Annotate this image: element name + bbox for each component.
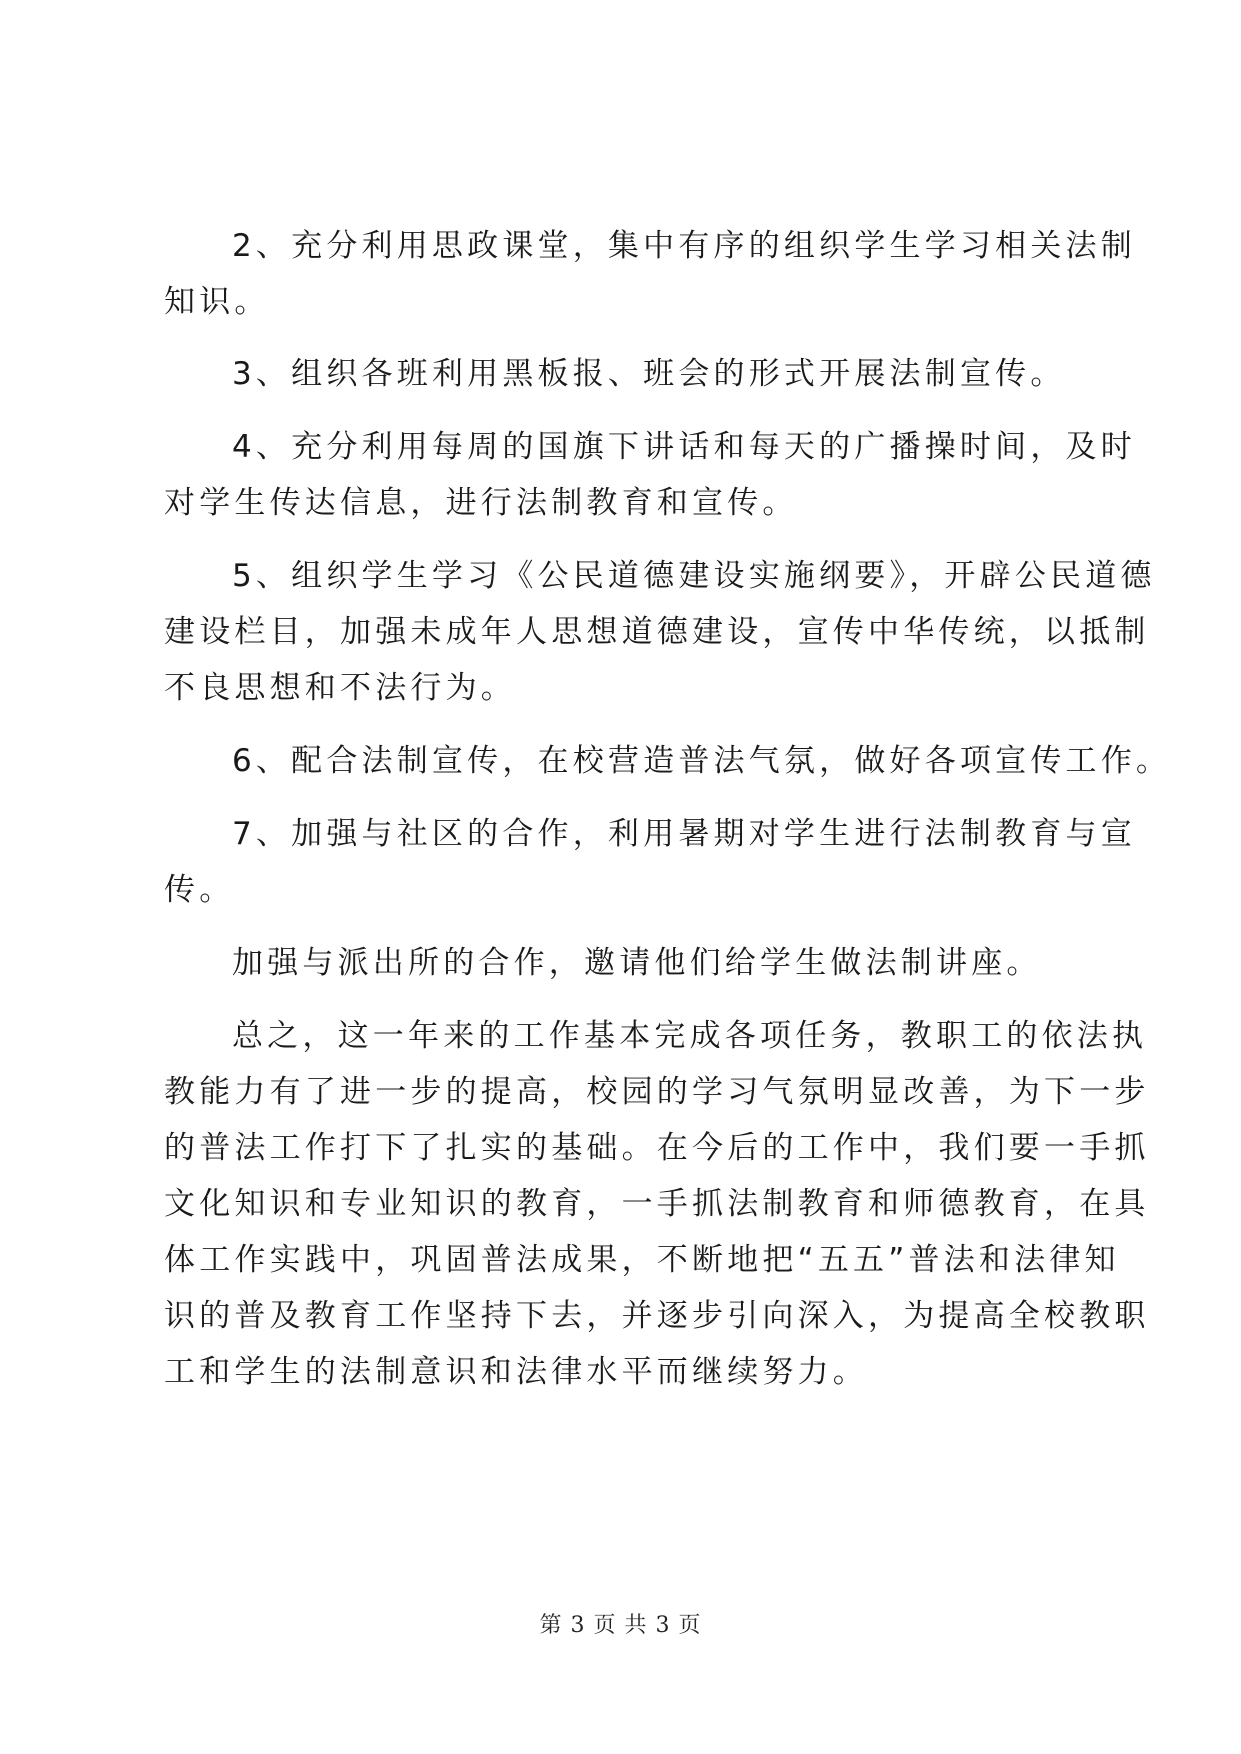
- summary-line-6: 识的普及教育工作坚持下去，并逐步引向深入，为提高全校教职: [164, 1298, 1150, 1334]
- item-6-line-1: 6、配合法制宣传，在校营造普法气氛，做好各项宣传工作。: [232, 743, 1172, 779]
- summary-line-5: 体工作实践中，巩固普法成果，不断地把“五五”普法和法律知: [164, 1242, 1120, 1278]
- item-5-line-2: 建设栏目，加强未成年人思想道德建设，宣传中华传统，以抵制: [164, 614, 1150, 650]
- item-3-line-1: 3、组织各班利用黑板报、班会的形式开展法制宣传。: [232, 356, 1066, 392]
- item-4-line-2: 对学生传达信息，进行法制教育和宣传。: [164, 485, 798, 521]
- item-4-line-1: 4、充分利用每周的国旗下讲话和每天的广播操时间，及时: [232, 429, 1136, 465]
- summary-line-4: 文化知识和专业知识的教育，一手抓法制教育和师德教育，在具: [164, 1186, 1150, 1222]
- page-footer: 第 3 页 共 3 页: [539, 1613, 702, 1638]
- item-5-line-3: 不良思想和不法行为。: [164, 670, 516, 706]
- summary-line-3: 的普法工作打下了扎实的基础。在今后的工作中，我们要一手抓: [164, 1130, 1150, 1166]
- item-7-line-1: 7、加强与社区的合作，利用暑期对学生进行法制教育与宣: [232, 816, 1136, 852]
- item-2-line-2: 知识。: [164, 284, 270, 320]
- item-5-line-1: 5、组织学生学习《公民道德建设实施纲要》，开辟公民道德: [232, 558, 1156, 594]
- police-cooperation-paragraph: 加强与派出所的合作，邀请他们给学生做法制讲座。: [232, 945, 1042, 981]
- summary-line-7: 工和学生的法制意识和法律水平而继续努力。: [164, 1354, 868, 1390]
- item-2-line-1: 2、充分利用思政课堂，集中有序的组织学生学习相关法制: [232, 228, 1136, 264]
- summary-line-1: 总之，这一年来的工作基本完成各项任务，教职工的依法执: [232, 1018, 1148, 1054]
- summary-line-2: 教能力有了进一步的提高，校园的学习气氛明显改善，为下一步: [164, 1074, 1150, 1110]
- item-7-line-2: 传。: [164, 872, 235, 908]
